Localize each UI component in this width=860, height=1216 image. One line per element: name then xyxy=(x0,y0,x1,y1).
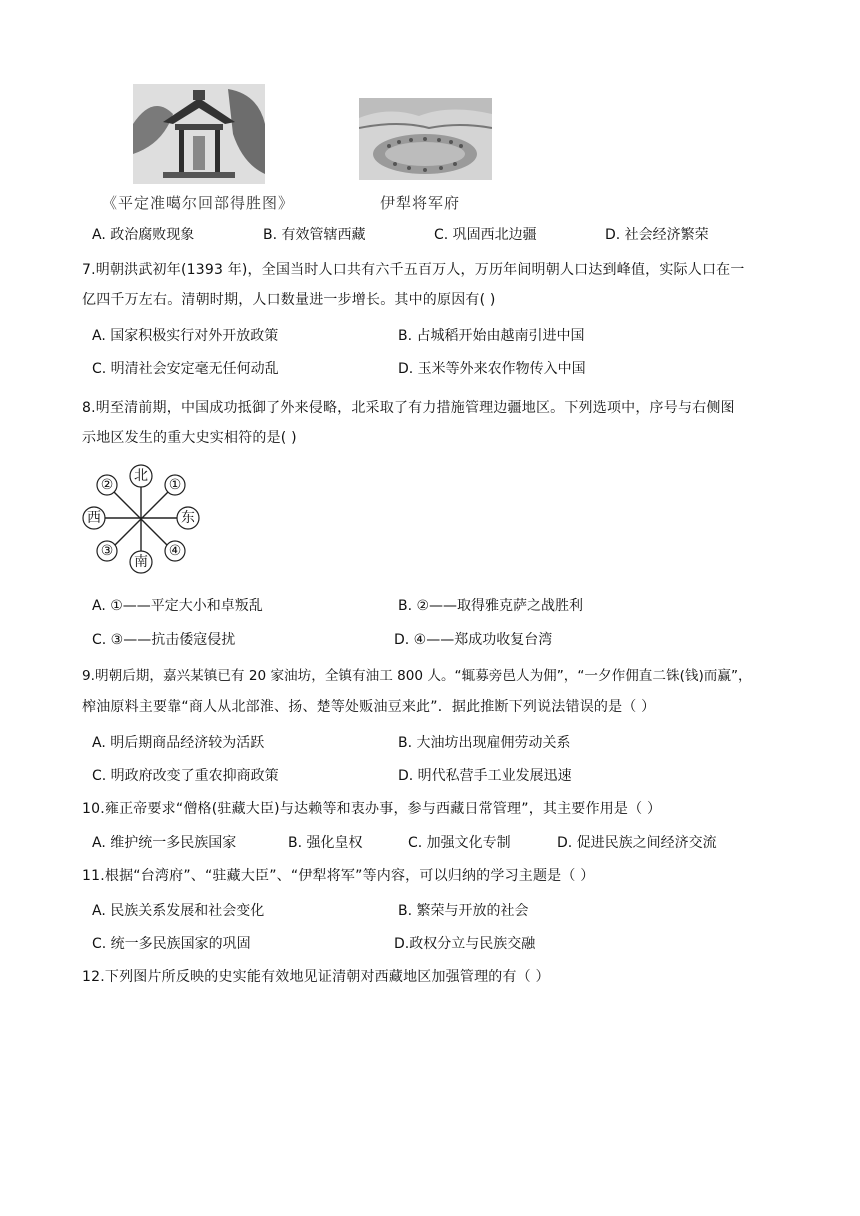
q11-stem: 11.根据“台湾府”、“驻藏大臣”、“伊犁将军”等内容，可以归纳的学习主题是（ ） xyxy=(82,868,595,884)
q8-stem-line2: 示地区发生的重大史实相符的是( ) xyxy=(82,430,297,446)
q7-option-b[interactable]: B. 占城稻开始由越南引进中国 xyxy=(398,328,585,344)
q7-option-d[interactable]: D. 玉米等外来农作物传入中国 xyxy=(398,361,586,377)
q6-option-b[interactable]: B. 有效管辖西藏 xyxy=(263,227,366,243)
q6-option-d[interactable]: D. 社会经济繁荣 xyxy=(605,227,709,243)
q11-option-b[interactable]: B. 繁荣与开放的社会 xyxy=(398,903,529,919)
q8-option-d[interactable]: D. ④——郑成功收复台湾 xyxy=(394,632,553,648)
q10-option-d[interactable]: D. 促进民族之间经济交流 xyxy=(557,835,717,851)
q8-option-c[interactable]: C. ③——抗击倭寇侵扰 xyxy=(92,632,236,648)
west-label: 西 xyxy=(87,510,101,526)
q12-stem: 12.下列图片所反映的史实能有效地见证清朝对西藏地区加强管理的有（ ） xyxy=(82,969,550,985)
q6-option-c[interactable]: C. 巩固西北边疆 xyxy=(434,227,537,243)
left-image-caption: 《平定准噶尔回部得胜图》 xyxy=(102,194,295,212)
south-label: 南 xyxy=(134,554,148,570)
q9-option-c[interactable]: C. 明政府改变了重农抑商政策 xyxy=(92,768,279,784)
marker-2: ② xyxy=(100,477,114,493)
q9-option-b[interactable]: B. 大油坊出现雇佣劳动关系 xyxy=(398,735,571,751)
q10-option-c[interactable]: C. 加强文化专制 xyxy=(408,835,511,851)
q8-stem-line1: 8.明至清前期，中国成功抵御了外来侵略，北采取了有力措施管理边疆地区。下列选项中，序号与右侧图 xyxy=(82,400,735,416)
military-camp-painting xyxy=(359,98,492,180)
q11-option-d[interactable]: D.政权分立与民族交融 xyxy=(394,936,536,952)
direction-diagram xyxy=(80,462,202,576)
q9-stem-line2: 榨油原料主要靠“商人从北部淮、扬、楚等处贩油豆来此”．据此推断下列说法错误的是（ ） xyxy=(82,699,656,715)
q7-stem-line2: 亿四千万左右。清朝时期，人口数量进一步增长。其中的原因有( ) xyxy=(82,292,496,308)
marker-3: ③ xyxy=(100,543,114,559)
q10-stem: 10.雍正帝要求“僧格(驻藏大臣)与达赖等和衷办事，参与西藏日常管理”，其主要作用是（ ） xyxy=(82,801,662,817)
q10-option-a[interactable]: A. 维护统一多民族国家 xyxy=(92,835,237,851)
north-label: 北 xyxy=(134,468,148,484)
right-image-caption: 伊犁将军府 xyxy=(380,194,461,212)
q6-option-a[interactable]: A. 政治腐败现象 xyxy=(92,227,195,243)
q7-stem-line1: 7.明朝洪武初年(1393 年)，全国当时人口共有六千五百万人，万历年间明朝人口达到峰值，实际人口在一 xyxy=(82,262,745,278)
q9-option-a[interactable]: A. 明后期商品经济较为活跃 xyxy=(92,735,265,751)
q7-option-a[interactable]: A. 国家积极实行对外开放政策 xyxy=(92,328,279,344)
east-label: 东 xyxy=(181,510,195,526)
marker-4: ④ xyxy=(168,543,182,559)
q11-option-a[interactable]: A. 民族关系发展和社会变化 xyxy=(92,903,265,919)
marker-1: ① xyxy=(168,477,182,493)
q9-option-d[interactable]: D. 明代私营手工业发展迅速 xyxy=(398,768,572,784)
q11-option-c[interactable]: C. 统一多民族国家的巩固 xyxy=(92,936,251,952)
q7-option-c[interactable]: C. 明清社会安定毫无任何动乱 xyxy=(92,361,279,377)
q8-option-a[interactable]: A. ①——平定大小和卓叛乱 xyxy=(92,598,263,614)
q10-option-b[interactable]: B. 强化皇权 xyxy=(288,835,363,851)
q9-stem-line1: 9.明朝后期，嘉兴某镇已有 20 家油坊，全镇有油工 800 人。“辄募旁邑人为佣”，“一夕作佣直二铢(钱)而赢”， xyxy=(82,668,752,684)
q8-option-b[interactable]: B. ②——取得雅克萨之战胜利 xyxy=(398,598,584,614)
pavilion-photo xyxy=(133,84,265,184)
